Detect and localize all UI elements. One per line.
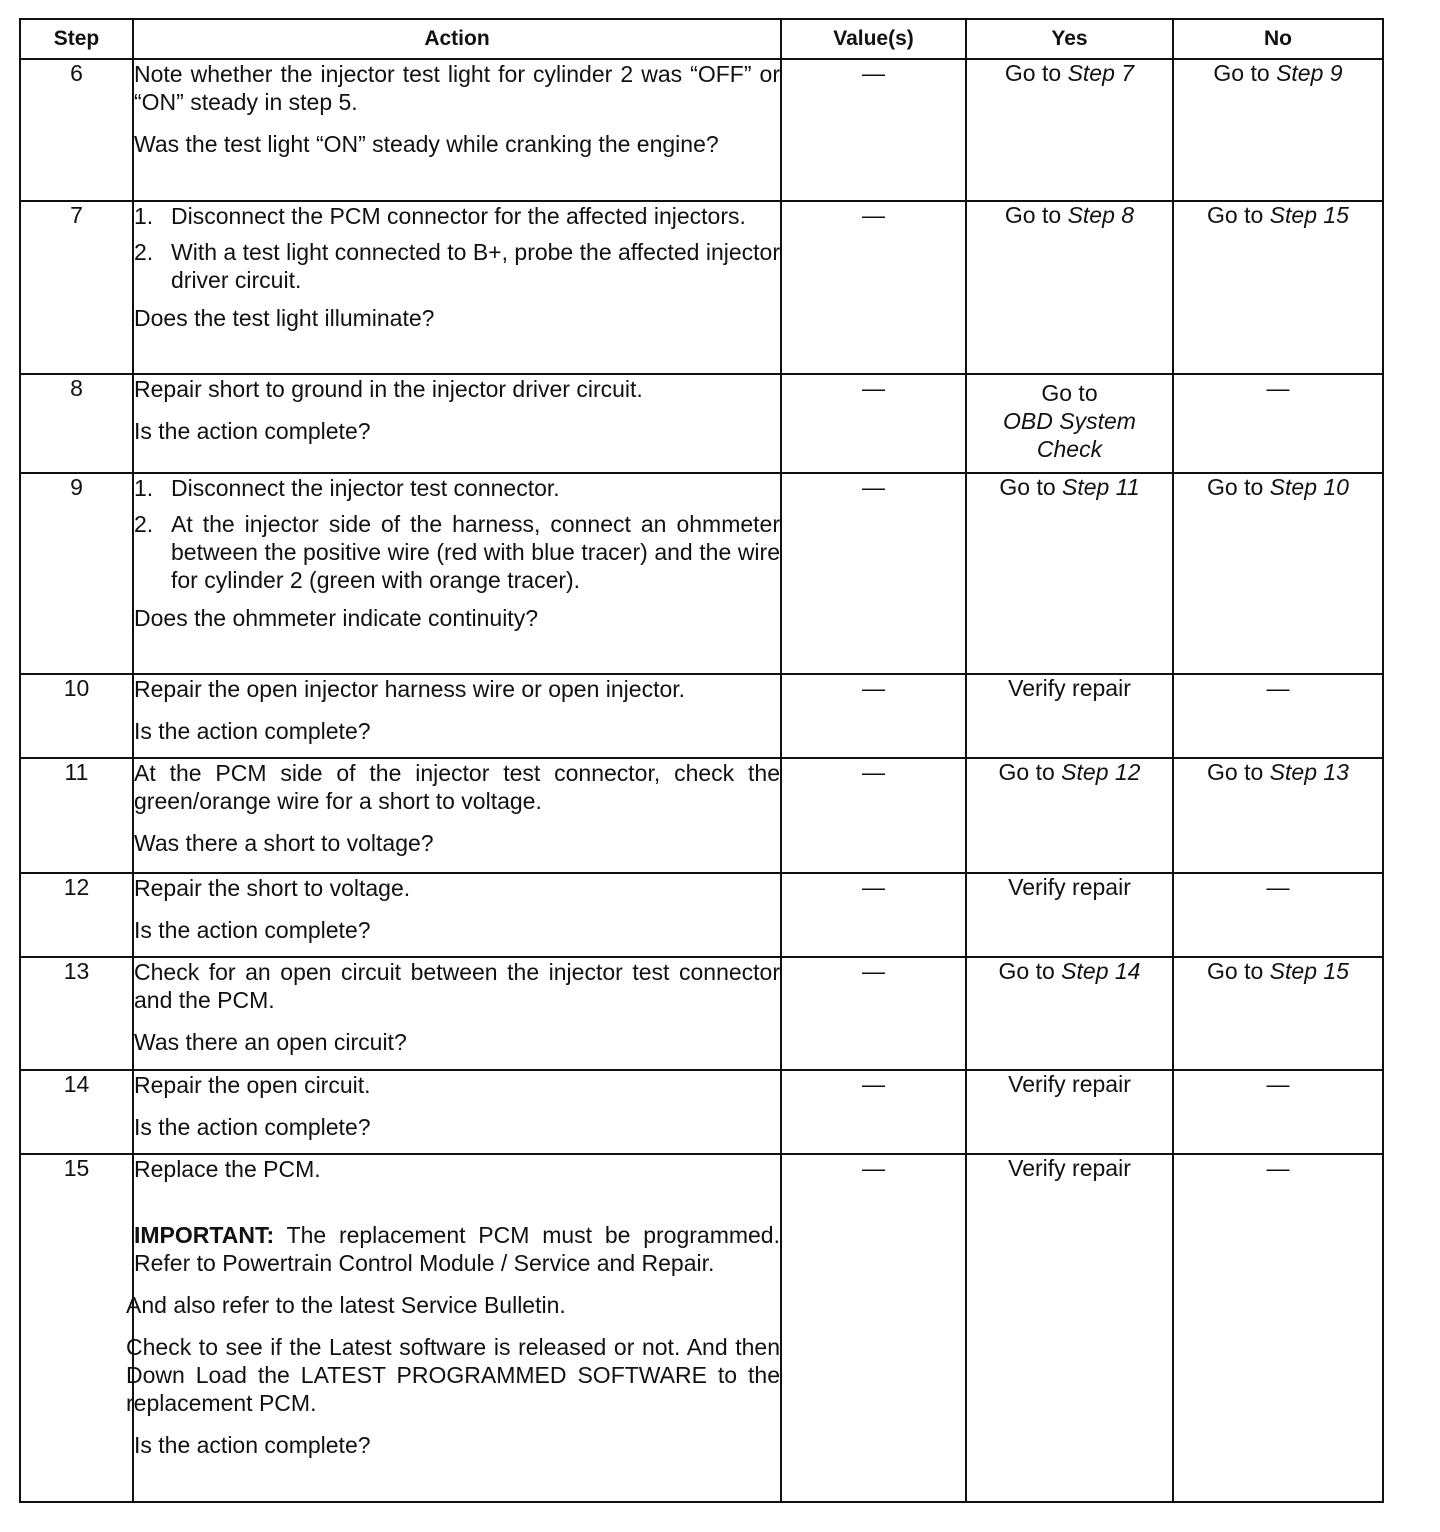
no-cell bbox=[1173, 59, 1383, 201]
table-row bbox=[20, 1070, 1383, 1154]
table-row bbox=[20, 59, 1383, 201]
action-question: Is the action complete? bbox=[134, 418, 371, 444]
step-number: 12 bbox=[20, 873, 133, 957]
dash: — bbox=[862, 202, 885, 228]
dash: — bbox=[862, 1155, 885, 1181]
action-text: Replace the PCM. bbox=[134, 1156, 321, 1182]
value-cell bbox=[781, 674, 966, 758]
go-to-label: Go to bbox=[1041, 380, 1098, 406]
action-question: Is the action complete? bbox=[134, 1114, 371, 1140]
list-text: With a test light connected to B+, probe the affected injector driver circuit. bbox=[171, 239, 780, 293]
yes-target: Step 11 bbox=[1062, 474, 1140, 500]
action-cell bbox=[126, 1154, 781, 1502]
list-number: 2. bbox=[134, 511, 154, 537]
action-text: Repair the open circuit. bbox=[134, 1072, 371, 1098]
dash: — bbox=[862, 759, 885, 785]
action-text: And also refer to the latest Service Bulletin. bbox=[126, 1292, 566, 1318]
list-number: 1. bbox=[134, 203, 154, 229]
value-cell bbox=[781, 59, 966, 201]
action-question: Was the test light “ON” steady while cranking the engine? bbox=[134, 131, 719, 157]
action-cell bbox=[133, 957, 781, 1070]
action-text: Repair short to ground in the injector driver circuit. bbox=[134, 376, 643, 402]
go-to-label: Go to bbox=[1207, 958, 1264, 984]
action-question: Was there a short to voltage? bbox=[134, 830, 434, 856]
list-item bbox=[134, 510, 780, 594]
list-item bbox=[134, 202, 780, 230]
table-row bbox=[20, 758, 1383, 873]
action-text: At the PCM side of the injector test connector, check the green/orange wire for a short to voltage. bbox=[134, 760, 780, 814]
value-cell bbox=[781, 873, 966, 957]
action-question: Is the action complete? bbox=[134, 1432, 371, 1458]
yes-target: OBD System Check bbox=[1003, 408, 1136, 462]
no-target: Step 15 bbox=[1269, 202, 1349, 228]
table-row bbox=[20, 1154, 1383, 1502]
go-to-label: Go to bbox=[1213, 60, 1270, 86]
dash: — bbox=[1266, 375, 1290, 401]
value-cell bbox=[781, 473, 966, 674]
step-number: 8 bbox=[20, 374, 133, 473]
diagnostic-table bbox=[19, 18, 1384, 1503]
yes-cell bbox=[966, 201, 1173, 374]
action-cell bbox=[133, 374, 781, 473]
step-number: 15 bbox=[20, 1154, 133, 1502]
table-row bbox=[20, 873, 1383, 957]
dash: — bbox=[862, 474, 885, 500]
action-cell bbox=[133, 201, 781, 374]
action-question: Is the action complete? bbox=[134, 718, 371, 744]
step-number: 14 bbox=[20, 1070, 133, 1154]
dash: — bbox=[862, 958, 885, 984]
go-to-label: Go to bbox=[1207, 759, 1264, 785]
action-question: Is the action complete? bbox=[134, 917, 371, 943]
action-cell bbox=[133, 758, 781, 873]
yes-cell bbox=[966, 758, 1173, 873]
no-cell bbox=[1173, 1070, 1383, 1154]
yes-cell bbox=[966, 473, 1173, 674]
action-text: Check for an open circuit between the injector test connector and the PCM. bbox=[134, 959, 780, 1013]
yes-cell bbox=[966, 59, 1173, 201]
dash: — bbox=[862, 375, 885, 401]
no-target: Step 10 bbox=[1269, 474, 1349, 500]
yes-cell: Verify repair bbox=[966, 674, 1173, 758]
action-question: Was there an open circuit? bbox=[134, 1029, 407, 1055]
no-cell bbox=[1173, 674, 1383, 758]
go-to-label: Go to bbox=[1004, 202, 1062, 228]
go-to-label: Go to bbox=[998, 958, 1055, 984]
no-cell bbox=[1173, 201, 1383, 374]
yes-cell: Verify repair bbox=[966, 873, 1173, 957]
list-text: Disconnect the injector test connector. bbox=[171, 475, 560, 501]
dash: — bbox=[862, 60, 885, 86]
value-cell bbox=[781, 758, 966, 873]
header-values: Value(s) bbox=[781, 19, 966, 59]
action-text: Repair the open injector harness wire or open injector. bbox=[134, 676, 686, 702]
header-row bbox=[20, 19, 1383, 59]
no-cell bbox=[1173, 1154, 1383, 1502]
list-text: At the injector side of the harness, connect an ohmmeter between the positive wire (red with blue tracer) and the wire for cylinder 2 (green with orange tracer). bbox=[171, 511, 780, 593]
go-to-label: Go to bbox=[1207, 202, 1264, 228]
table-row bbox=[20, 957, 1383, 1070]
action-cell bbox=[133, 674, 781, 758]
no-target: Step 9 bbox=[1276, 60, 1343, 86]
important-text: The replacement PCM must be programmed. Refer to Powertrain Control Module / Service and Repair. bbox=[134, 1222, 780, 1276]
dash: — bbox=[1266, 675, 1290, 701]
go-to-label: Go to bbox=[1207, 474, 1264, 500]
value-cell bbox=[781, 1154, 966, 1502]
header-step: Step bbox=[20, 19, 133, 59]
no-cell bbox=[1173, 758, 1383, 873]
header-action: Action bbox=[133, 19, 781, 59]
value-cell bbox=[781, 201, 966, 374]
value-cell bbox=[781, 1070, 966, 1154]
list-text: Disconnect the PCM connector for the affected injectors. bbox=[171, 203, 746, 229]
action-question: Does the test light illuminate? bbox=[134, 305, 435, 331]
action-cell bbox=[133, 873, 781, 957]
action-list bbox=[134, 474, 780, 594]
dash: — bbox=[1266, 874, 1290, 900]
table-row bbox=[20, 201, 1383, 374]
dash: — bbox=[1266, 1155, 1290, 1181]
no-cell bbox=[1173, 873, 1383, 957]
yes-target: Step 14 bbox=[1061, 958, 1141, 984]
dash: — bbox=[862, 1071, 885, 1097]
header-no: No bbox=[1173, 19, 1383, 59]
table-row bbox=[20, 473, 1383, 674]
yes-target: Step 7 bbox=[1067, 60, 1135, 86]
list-item bbox=[134, 238, 780, 294]
table-row bbox=[20, 674, 1383, 758]
yes-cell: Verify repair bbox=[966, 1154, 1173, 1502]
no-cell bbox=[1173, 957, 1383, 1070]
no-cell bbox=[1173, 374, 1383, 473]
action-question: Does the ohmmeter indicate continuity? bbox=[134, 605, 538, 631]
table-row bbox=[20, 374, 1383, 473]
yes-cell: Verify repair bbox=[966, 1070, 1173, 1154]
action-text: Note whether the injector test light for cylinder 2 was “OFF” or “ON” steady in step 5. bbox=[134, 61, 780, 115]
go-to-label: Go to bbox=[1004, 60, 1062, 86]
go-to-label: Go to bbox=[998, 759, 1055, 785]
no-cell bbox=[1173, 473, 1383, 674]
step-number: 7 bbox=[20, 201, 133, 374]
step-number: 10 bbox=[20, 674, 133, 758]
important-label: IMPORTANT: bbox=[134, 1222, 275, 1248]
yes-target: Step 8 bbox=[1067, 202, 1135, 228]
action-cell bbox=[133, 473, 781, 674]
action-cell bbox=[133, 59, 781, 201]
action-text: Repair the short to voltage. bbox=[134, 875, 411, 901]
yes-cell bbox=[966, 957, 1173, 1070]
step-number: 13 bbox=[20, 957, 133, 1070]
value-cell bbox=[781, 374, 966, 473]
step-number: 6 bbox=[20, 59, 133, 201]
list-number: 2. bbox=[134, 239, 154, 265]
yes-cell bbox=[966, 374, 1173, 473]
value-cell bbox=[781, 957, 966, 1070]
action-list bbox=[134, 202, 780, 294]
dash: — bbox=[862, 675, 885, 701]
dash: — bbox=[862, 874, 885, 900]
header-yes: Yes bbox=[966, 19, 1173, 59]
important-note bbox=[134, 1221, 780, 1277]
no-target: Step 13 bbox=[1269, 759, 1349, 785]
go-to-label: Go to bbox=[999, 474, 1056, 500]
action-cell bbox=[133, 1070, 781, 1154]
yes-target: Step 12 bbox=[1061, 759, 1141, 785]
no-target: Step 15 bbox=[1269, 958, 1349, 984]
step-number: 11 bbox=[20, 758, 133, 873]
list-item bbox=[134, 474, 780, 502]
step-number: 9 bbox=[20, 473, 133, 674]
action-text: Check to see if the Latest software is released or not. And then Down Load the LATEST PROGRAMMED SOFTWARE to the replacement PCM. bbox=[126, 1334, 780, 1416]
list-number: 1. bbox=[134, 475, 154, 501]
dash: — bbox=[1266, 1071, 1290, 1097]
